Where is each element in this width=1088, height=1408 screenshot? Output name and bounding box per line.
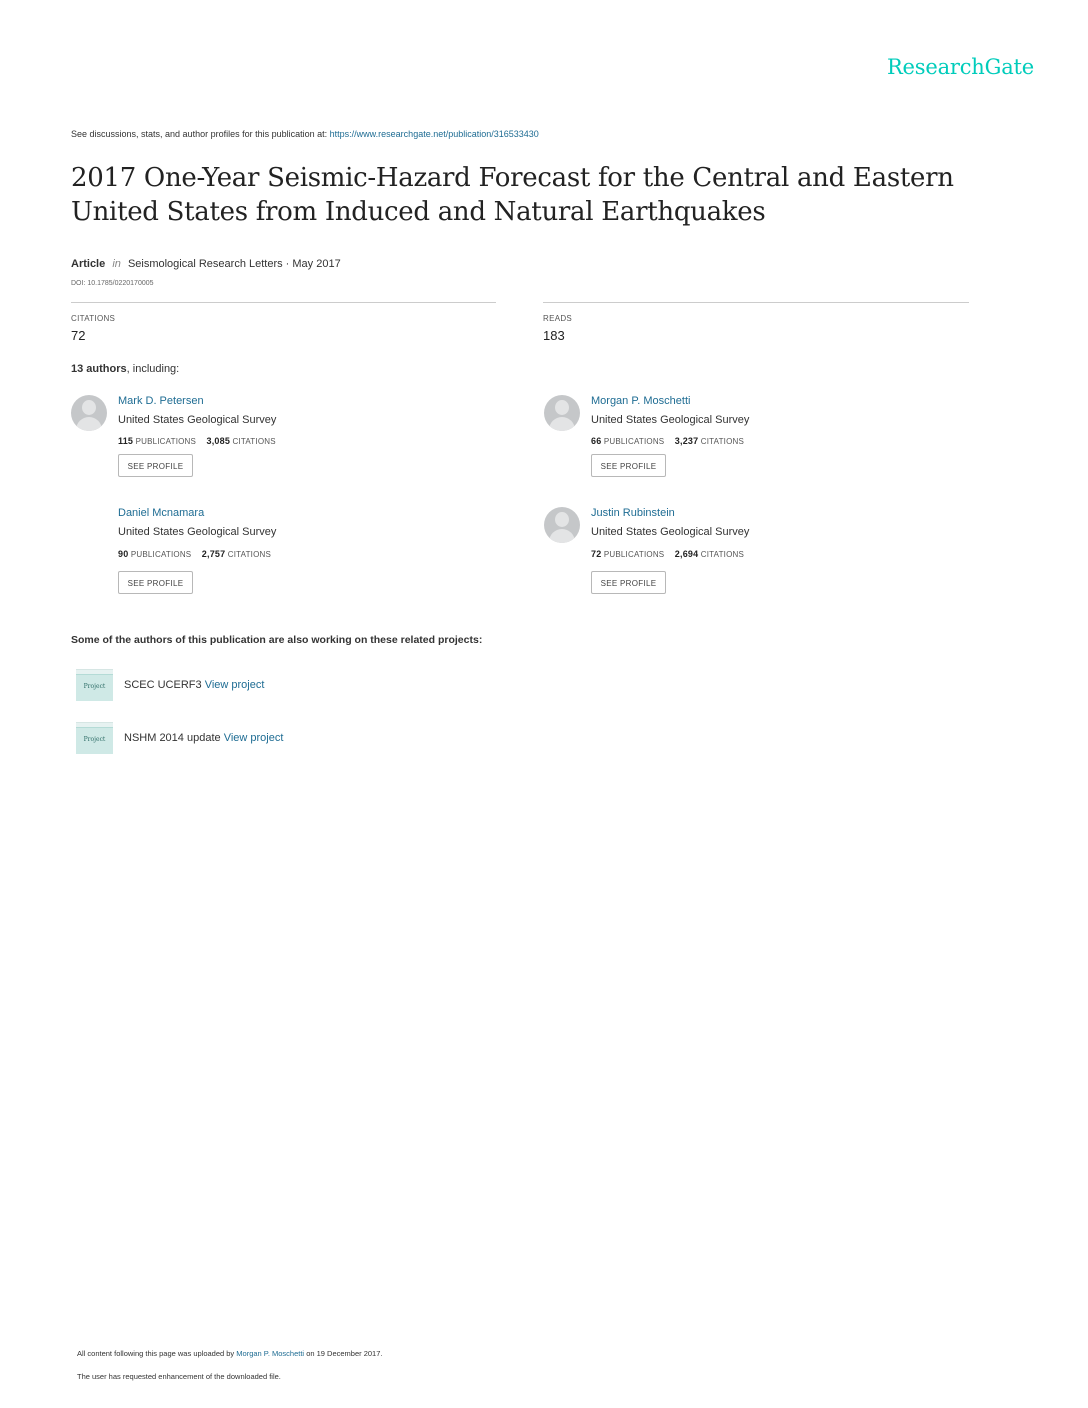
reads-count: 183 — [543, 328, 565, 343]
citations-count: 72 — [71, 328, 86, 343]
see-discussions-text: See discussions, stats, and author profiles for this publication at: — [71, 129, 328, 139]
author-card — [71, 507, 491, 607]
publications-label: PUBLICATIONS — [130, 550, 192, 559]
upload-prefix: All content following this page was uploaded by — [77, 1349, 235, 1358]
project-icon-label: Project — [83, 683, 106, 690]
project-folder-icon[interactable] — [76, 722, 113, 754]
publication-title: 2017 One-Year Seismic-Hazard Forecast for the Central and Eastern United States from Induced and Natural Earthquakes — [71, 163, 954, 227]
upload-suffix: on 19 December 2017. — [306, 1349, 383, 1358]
view-project-link[interactable]: View project — [223, 732, 284, 744]
see-discussions-line — [71, 129, 539, 139]
project-name: SCEC UCERF3 — [124, 679, 202, 691]
related-projects-heading: Some of the authors of this publication are also working on these related projects: — [71, 634, 483, 646]
avatar[interactable] — [71, 395, 107, 431]
project-line — [124, 679, 264, 691]
publications-label: PUBLICATIONS — [603, 437, 665, 446]
author-stats — [118, 436, 276, 446]
project-name: NSHM 2014 update — [124, 732, 221, 744]
project-item — [76, 722, 476, 754]
author-institution: United States Geological Survey — [118, 414, 277, 426]
author-stats — [591, 436, 744, 446]
project-line — [124, 732, 283, 744]
journal-date: Seismological Research Letters · May 2017 — [127, 258, 341, 270]
doi: DOI: 10.1785/0220170005 — [71, 280, 154, 287]
see-profile-button[interactable]: SEE PROFILE — [118, 571, 193, 594]
publications-label: PUBLICATIONS — [603, 550, 665, 559]
citations-label: CITATIONS — [232, 437, 276, 446]
citations-count: 3,085 — [206, 436, 231, 446]
see-profile-button[interactable]: SEE PROFILE — [118, 454, 193, 477]
article-type: Article — [71, 258, 106, 270]
project-folder-icon[interactable] — [76, 669, 113, 701]
citations-count: 2,757 — [201, 549, 226, 559]
author-institution: United States Geological Survey — [118, 526, 277, 538]
uploader-link[interactable]: Morgan P. Moschetti — [236, 1349, 305, 1358]
researchgate-logo[interactable]: ResearchGate — [886, 55, 1034, 79]
publications-count: 115 — [118, 436, 134, 446]
authors-intro — [71, 363, 179, 375]
author-card — [71, 395, 491, 495]
author-card — [544, 507, 964, 607]
avatar[interactable] — [544, 395, 580, 431]
publications-count: 66 — [591, 436, 602, 446]
author-name[interactable]: Daniel Mcnamara — [118, 507, 205, 519]
publications-label: PUBLICATIONS — [135, 437, 197, 446]
enhancement-note: The user has requested enhancement of the downloaded file. — [77, 1372, 281, 1381]
project-item — [76, 669, 476, 701]
in-label: in — [112, 258, 121, 270]
author-card — [544, 395, 964, 495]
author-institution: United States Geological Survey — [591, 526, 750, 538]
author-name[interactable]: Justin Rubinstein — [591, 507, 675, 519]
citations-label: CITATIONS — [227, 550, 272, 559]
avatar[interactable] — [544, 507, 580, 543]
author-stats — [591, 549, 744, 559]
article-meta — [71, 258, 341, 270]
author-institution: United States Geological Survey — [591, 414, 750, 426]
author-name[interactable]: Morgan P. Moschetti — [591, 395, 691, 407]
citations-divider — [71, 302, 496, 303]
citations-label: CITATIONS — [700, 437, 745, 446]
publications-count: 72 — [591, 549, 602, 559]
upload-note — [77, 1349, 383, 1358]
reads-label: READS — [543, 314, 573, 323]
publications-count: 90 — [118, 549, 129, 559]
publication-url-link[interactable]: https://www.researchgate.net/publication/316533430 — [329, 129, 539, 139]
view-project-link[interactable]: View project — [204, 679, 265, 691]
reads-divider — [543, 302, 969, 303]
project-icon-label: Project — [83, 736, 106, 743]
citations-label: CITATIONS — [71, 314, 116, 323]
see-profile-button[interactable]: SEE PROFILE — [591, 571, 666, 594]
authors-count: 13 authors — [71, 363, 127, 375]
author-stats — [118, 549, 271, 559]
see-profile-button[interactable]: SEE PROFILE — [591, 454, 666, 477]
citations-count: 3,237 — [674, 436, 699, 446]
citations-count: 2,694 — [674, 549, 699, 559]
author-name[interactable]: Mark D. Petersen — [118, 395, 204, 407]
authors-suffix: , including: — [126, 363, 180, 375]
citations-label: CITATIONS — [700, 550, 745, 559]
